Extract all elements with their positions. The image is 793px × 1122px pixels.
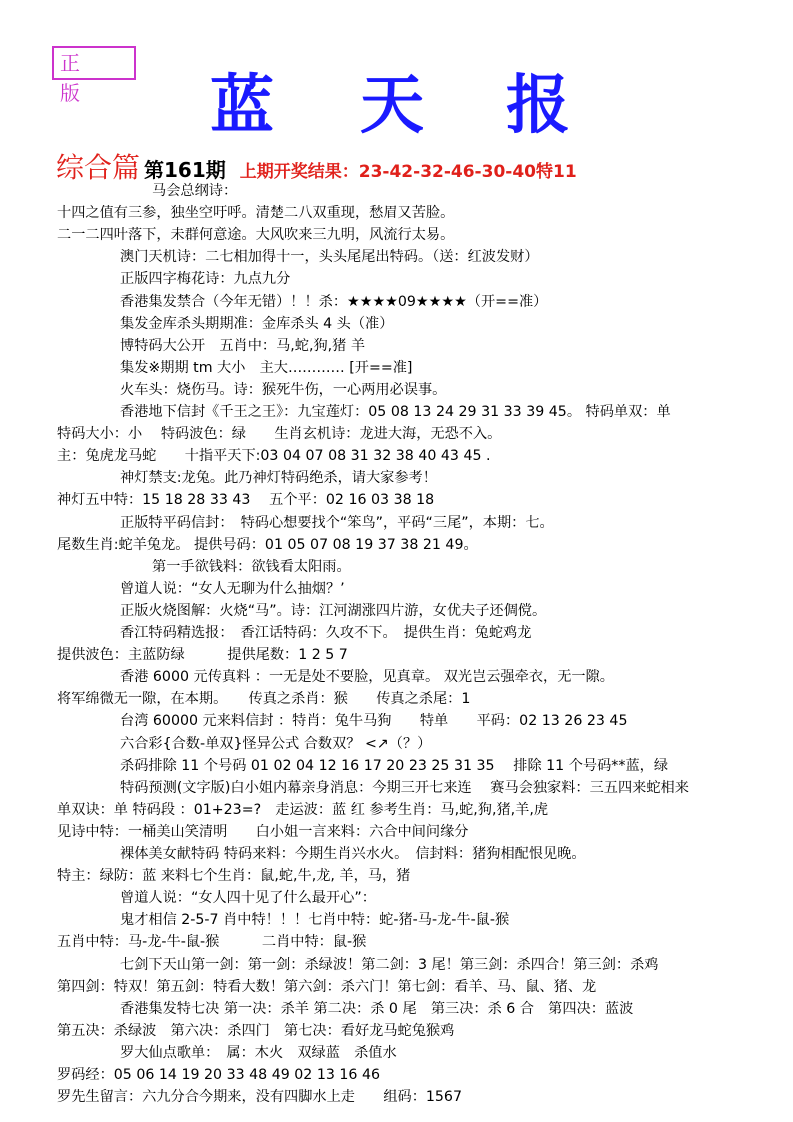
text-line: 罗大仙点歌单： 属：木火 双绿蓝 杀值水 <box>120 1045 397 1061</box>
section-name: 综合篇 <box>56 151 141 184</box>
text-line: 香港地下信封《千王之王》：九宝莲灯：05 08 13 24 29 31 33 39 45。 特码单双：单 <box>120 404 671 420</box>
text-line: 单双诀：单 特码段 ：01+23=? 走运波：蓝 红 参考生肖：马,蛇,狗,猪,羊,虎 <box>57 802 549 818</box>
text-line: 六合彩{合数-单双}怪异公式 合数双？ <↗（？） <box>120 736 432 752</box>
title-char-2: 天 <box>360 68 424 143</box>
title-char-1: 蓝 <box>210 68 274 143</box>
text-line: 集发※期期 tm 大小 主大………… [开==准] <box>120 360 413 376</box>
text-line: 特码大小：小 特码波色：绿 生肖玄机诗：龙进大海，无恐不入。 <box>57 426 502 442</box>
text-line: 香港 6000 元传真料 ：一无是处不要脸，见真章。 双光岂云强牵衣，无一隙。 <box>120 669 614 685</box>
text-line: 第四剑：特双！第五剑：特看大数！第六剑：杀六门！第七剑：看羊、马、鼠、猪、龙 <box>57 979 597 995</box>
text-line: 澳门天机诗：二七相加得十一，头头尾尾出特码。（送：红波发财） <box>120 249 539 265</box>
text-line: 神灯禁支:龙兔。此乃神灯特码绝杀，请大家参考！ <box>120 470 437 486</box>
text-line: 神灯五中特：15 18 28 33 43 五个平：02 16 03 38 18 <box>57 492 435 508</box>
text-line: 特主：绿防：蓝 来料七个生肖：鼠,蛇,牛,龙, 羊，马，猪 <box>57 868 411 884</box>
text-line: 七剑下天山第一剑：第一剑：杀绿波！第二剑：3 尾！第三剑：杀四合！第三剑：杀鸡 <box>120 957 659 973</box>
title-char-3: 报 <box>506 68 570 143</box>
text-line: 曾道人说：“女人四十见了什么最开心”： <box>120 890 376 906</box>
text-line: 正版火烧图解：火烧“马”。诗：江河湖涨四片游，女优夫子还倜傥。 <box>120 603 547 619</box>
text-line: 特码预测(文字版)白小姐内幕亲身消息：今期三开七来连 赛马会独家料：三五四来蛇相来 <box>120 780 689 796</box>
previous-result: 上期开奖结果：23-42-32-46-30-40特11 <box>239 162 577 182</box>
text-line: 罗先生留言：六九分合今期来，没有四脚水上走 组码：1567 <box>57 1089 462 1105</box>
edition-badge: 正 版 <box>52 46 136 80</box>
text-line: 鬼才相信 2-5-7 肖中特！！！七肖中特：蛇-猪-马-龙-牛-鼠-猴 <box>120 912 510 928</box>
text-line: 香港集发特七决 第一决：杀羊 第二决：杀 0 尾 第三决：杀 6 合 第四决：蓝波 <box>120 1001 634 1017</box>
text-line: 香江特码精选报： 香江话特码：久攻不下。 提供生肖：兔蛇鸡龙 <box>120 625 532 641</box>
text-line: 第五决：杀绿波 第六决：杀四门 第七决：看好龙马蛇兔猴鸡 <box>57 1023 455 1039</box>
text-line: 正版特平码信封： 特码心想要找个“笨鸟”，平码“三尾”，本期：七。 <box>120 515 554 531</box>
text-line: 五肖中特：马-龙-牛-鼠-猴 二肖中特：鼠-猴 <box>57 934 367 950</box>
text-line: 裸体美女献特码 特码来料：今期生肖兴水火。 信封料：猪狗相配恨见晚。 <box>120 846 586 862</box>
text-line: 香港集发禁合（今年无错）！！杀：★★★★09★★★★（开==准） <box>120 294 548 310</box>
text-line: 尾数生肖:蛇羊兔龙。 提供号码：01 05 07 08 19 37 38 21 49。 <box>57 537 478 553</box>
text-line: 集发金库杀头期期准：金库杀头 4 头（准） <box>120 316 394 332</box>
text-line: 二一二四叶落下，未群何意途。大风吹来三九明，风流行太易。 <box>57 227 455 243</box>
issue-header <box>56 146 577 182</box>
text-line: 主：兔虎龙马蛇 十指平天下:03 04 07 08 31 32 38 40 43 45 . <box>57 448 491 464</box>
text-line: 正版四字梅花诗：九点九分 <box>120 271 291 287</box>
text-line: 第一手欲钱料：欲钱看太阳雨。 <box>152 559 351 575</box>
text-line: 罗码经：05 06 14 19 20 33 48 49 02 13 16 46 <box>57 1067 380 1083</box>
text-line: 杀码排除 11 个号码 01 02 04 12 16 17 20 23 25 31 35 排除 11 个号码**蓝，绿 <box>120 758 669 774</box>
text-line: 提供波色：主蓝防绿 提供尾数：1 2 5 7 <box>57 647 348 663</box>
text-line: 马会总纲诗： <box>152 183 238 199</box>
text-line: 火车头：烧伤马。诗：猴死牛伤，一心两用必误事。 <box>120 382 447 398</box>
newspaper-title <box>0 66 793 146</box>
issue-number: 第161期 <box>144 158 226 182</box>
text-line: 将军绵微无一隙，在本期。 传真之杀肖：猴 传真之杀尾：1 <box>57 691 471 707</box>
text-line: 十四之值有三参，独坐空吁呼。清楚二八双重现，愁眉又苦脸。 <box>57 205 455 221</box>
text-line: 见诗中特：一桶美山笑清明 白小姐一言来料：六合中间问缘分 <box>57 824 469 840</box>
text-line: 博特码大公开 五肖中：马,蛇,狗,猪 羊 <box>120 338 366 354</box>
text-line: 台湾 60000 元来料信封 ：特肖：兔牛马狗 特单 平码：02 13 26 23 45 <box>120 713 628 729</box>
text-line: 曾道人说：“女人无聊为什么抽烟？’ <box>120 581 345 597</box>
